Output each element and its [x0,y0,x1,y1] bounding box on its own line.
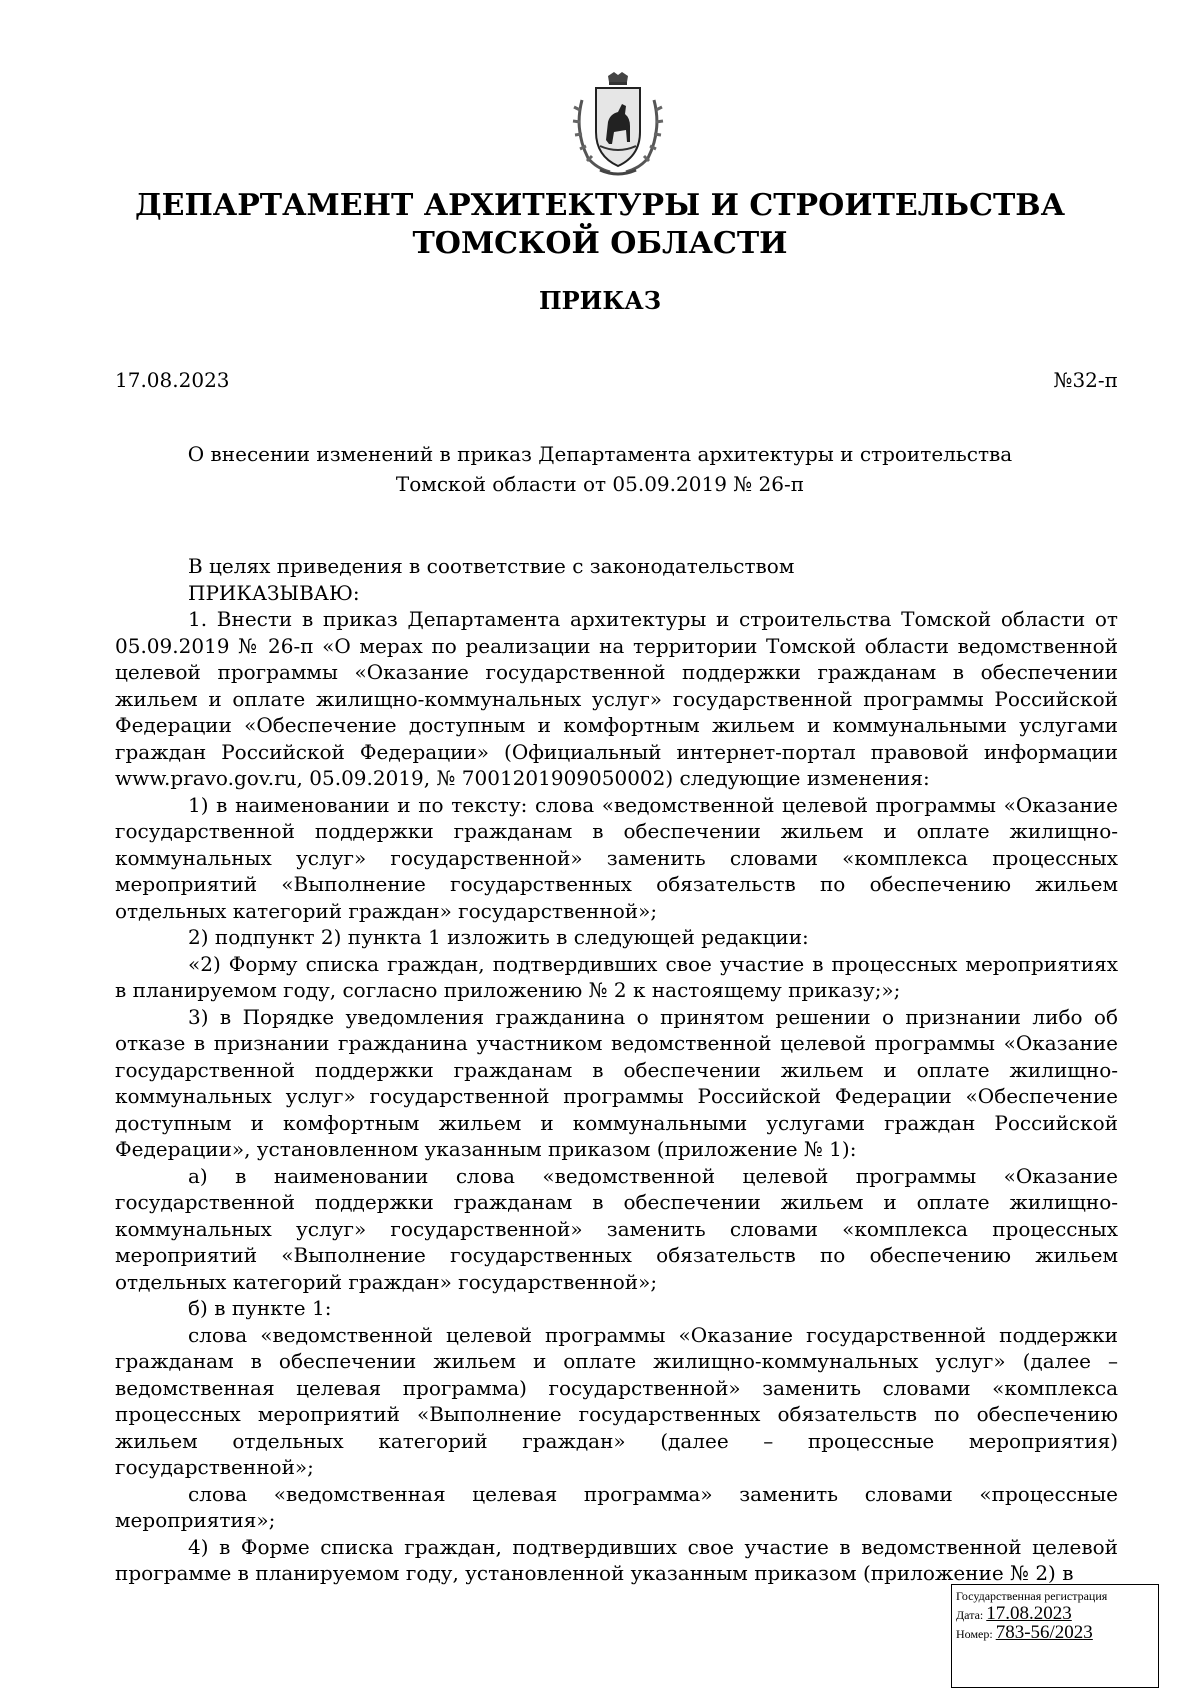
department-title-line2: ТОМСКОЙ ОБЛАСТИ [412,226,788,261]
body-paragraph: слова «ведомственной целевой программы «Оказание государственной поддержки гражданам в обеспечении жильем и оплате жилищно-коммунальных услуг» (далее – ведомственная целевая программа) государственной» заменить словами «комплекса процессных мероприятий «Выполнение государственных обязательств по обеспечению жильем отдельных категорий граждан» (далее – процессные мероприятия) государственной»; [115,1322,1118,1479]
body-paragraph: а) в наименовании слова «ведомственной целевой программы «Оказание государственной поддержки гражданам в обеспечении жильем и оплате жилищно-коммунальных услуг» государственной» заменить словами «комплекса процессных мероприятий «Выполнение государственных обязательств по обеспечению жильем отдельных категорий граждан» государственной»; [115,1163,1118,1294]
document-number: №32-п [1053,368,1118,392]
body-paragraph: 2) подпункт 2) пункта 1 изложить в следующей редакции: [188,925,809,949]
registration-title: Государственная регистрация [956,1589,1108,1603]
body-paragraph: б) в пункте 1: [188,1296,332,1320]
registration-date-label: Дата: [956,1608,984,1622]
registration-number-value: 783-56/2023 [995,1622,1093,1643]
registration-date-value: 17.08.2023 [986,1603,1072,1624]
document-type: ПРИКАЗ [538,286,662,315]
body-paragraph: 1) в наименовании и по тексту: слова «ведомственной целевой программы «Оказание государственной поддержки гражданам в обеспечении жильем и оплате жилищно-коммунальных услуг» государственной» заменить словами «комплекса процессных мероприятий «Выполнение государственных обязательств по обеспечению жильем отдельных категорий граждан» государственной»; [115,792,1118,923]
registration-date-row [956,1603,1154,1624]
body-paragraph: 3) в Порядке уведомления гражданина о принятом решении о признании либо об отказе в признании гражданина участником ведомственной целевой программы «Оказание государственной поддержки гражданам в обеспечении жильем и оплате жилищно-коммунальных услуг» государственной программы Российской Федерации «Обеспечение доступным и комфортным жильем и коммунальными услугами граждан Российской Федерации», установленном указанным приказом (приложение № 1): [115,1004,1118,1161]
registration-stamp [951,1584,1159,1688]
body-paragraph: В целях приведения в соответствие с законодательством [188,554,795,578]
subject-line1: О внесении изменений в приказ Департамента архитектуры и строительства [187,442,1013,466]
body-paragraph: 1. Внести в приказ Департамента архитектуры и строительства Томской области от 05.09.2019 № 26-п «О мерах по реализации на территории Томской области ведомственной целевой программы «Оказание государственной поддержки гражданам в обеспечении жильем и оплате жилищно-коммунальных услуг» государственной программы Российской Федерации «Обеспечение доступным и комфортным жильем и коммунальными услугами граждан Российской Федерации» (Официальный интернет-портал правовой информации www.pravo.gov.ru, 05.09.2019, № 7001201909050002) следующие изменения: [115,607,1118,790]
subject-line2: Томской области от 05.09.2019 № 26-п [395,472,805,496]
department-title-line1: ДЕПАРТАМЕНТ АРХИТЕКТУРЫ И СТРОИТЕЛЬСТВА [134,188,1066,223]
document-body [115,553,1118,1587]
registration-number-row [956,1622,1154,1643]
coat-of-arms-icon [570,70,666,180]
body-paragraph: слова «ведомственная целевая программа» заменить словами «процессные мероприятия»; [115,1481,1118,1532]
registration-number-label: Номер: [956,1627,993,1641]
body-paragraph: 4) в Форме списка граждан, подтвердивших свое участие в ведомственной целевой программе в планируемом году, установленной указанным приказом (приложение № 2) в [115,1534,1118,1585]
document-date: 17.08.2023 [115,368,230,392]
body-paragraph: «2) Форму списка граждан, подтвердивших свое участие в процессных мероприятиях в планируемом году, согласно приложению № 2 к настоящему приказу;»; [115,951,1118,1002]
body-paragraph: ПРИКАЗЫВАЮ: [188,580,360,605]
